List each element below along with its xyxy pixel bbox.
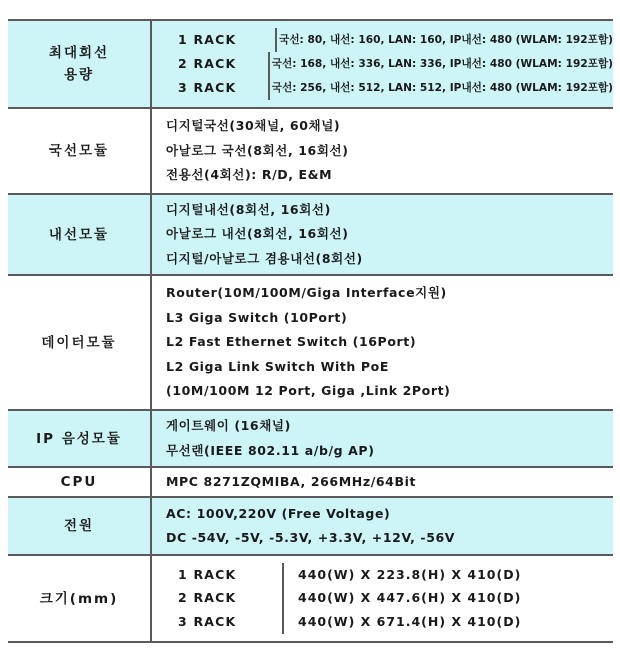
power-values — [152, 498, 613, 554]
label-cpu: CPU — [8, 468, 152, 496]
label-size: 크기(mm) — [8, 556, 152, 641]
trunk-module-values — [152, 109, 613, 193]
label-power: 전원 — [8, 498, 152, 554]
rack-label: 2 RACK — [178, 590, 237, 606]
power-line: AC: 100V,220V (Free Voltage) — [166, 505, 391, 521]
capacity-value: 국선: 256, 내선: 512, LAN: 512, IP내선: 480 (WLAM: 192포함) — [268, 76, 613, 100]
label-capacity-line1: 최대회선 — [48, 45, 110, 61]
data-line: L2 Fast Ethernet Switch (16Port) — [166, 334, 417, 350]
size-value: 440(W) X 447.6(H) X 410(D) — [282, 587, 613, 611]
size-row — [152, 610, 613, 634]
cpu-line: MPC 8271ZQMIBA, 266MHz/64Bit — [166, 473, 417, 489]
data-module-values — [152, 276, 613, 409]
size-value: 440(W) X 223.8(H) X 410(D) — [282, 563, 613, 587]
label-ip-voice-module: IP 음성모듈 — [8, 411, 152, 466]
rack-label: 1 RACK — [178, 566, 237, 582]
capacity-row — [152, 76, 613, 100]
extension-line: 아날로그 내선(8회선, 16회선) — [166, 226, 349, 242]
size-row — [152, 563, 613, 587]
data-line: L2 Giga Link Switch With PoE — [166, 358, 389, 374]
size-values — [152, 556, 613, 641]
label-trunk-module: 국선모듈 — [8, 109, 152, 193]
row-data-module — [8, 276, 613, 411]
spec-table — [8, 19, 613, 643]
label-data-module: 데이터모듈 — [8, 276, 152, 409]
power-line: DC -54V, -5V, -5.3V, +3.3V, +12V, -56V — [166, 530, 456, 545]
rack-label: 1 RACK — [178, 31, 237, 47]
row-power — [8, 498, 613, 556]
capacity-row — [152, 52, 613, 76]
label-extension-module: 내선모듈 — [8, 195, 152, 274]
capacity-value: 국선: 168, 내선: 336, LAN: 336, IP내선: 480 (WLAM: 192포함) — [268, 52, 613, 76]
label-capacity — [8, 21, 152, 107]
size-value: 440(W) X 671.4(H) X 410(D) — [282, 610, 613, 634]
row-cpu — [8, 468, 613, 498]
rack-label: 2 RACK — [178, 55, 237, 71]
extension-module-values — [152, 195, 613, 274]
data-line: (10M/100M 12 Port, Giga ,Link 2Port) — [166, 383, 451, 399]
label-capacity-line2: 용량 — [63, 67, 95, 83]
row-trunk-module — [8, 109, 613, 195]
ip-voice-module-values — [152, 411, 613, 466]
trunk-line: 전용선(4회선): R/D, E&M — [166, 167, 333, 183]
rack-label: 3 RACK — [178, 613, 237, 629]
extension-line: 디지털내선(8회선, 16회선) — [166, 201, 331, 217]
capacity-row — [152, 28, 613, 52]
cpu-values — [152, 468, 613, 496]
row-extension-module — [8, 195, 613, 276]
row-ip-voice-module — [8, 411, 613, 468]
row-capacity — [8, 19, 613, 109]
rack-label: 3 RACK — [178, 79, 237, 95]
capacity-values — [152, 21, 613, 107]
ip-voice-line: 무선랜(IEEE 802.11 a/b/g AP) — [166, 442, 375, 458]
trunk-line: 디지털국선(30채널, 60채널) — [166, 118, 341, 134]
ip-voice-line: 게이트웨이 (16채널) — [166, 418, 291, 433]
data-line: Router(10M/100M/Giga Interface지원) — [166, 285, 447, 301]
trunk-line: 아날로그 국선(8회선, 16회선) — [166, 142, 349, 158]
extension-line: 디지털/아날로그 겸용내선(8회선) — [166, 250, 363, 266]
size-row — [152, 587, 613, 611]
data-line: L3 Giga Switch (10Port) — [166, 309, 348, 325]
row-size — [8, 556, 613, 643]
capacity-value: 국선: 80, 내선: 160, LAN: 160, IP내선: 480 (WLAM: 192포함) — [275, 28, 613, 52]
